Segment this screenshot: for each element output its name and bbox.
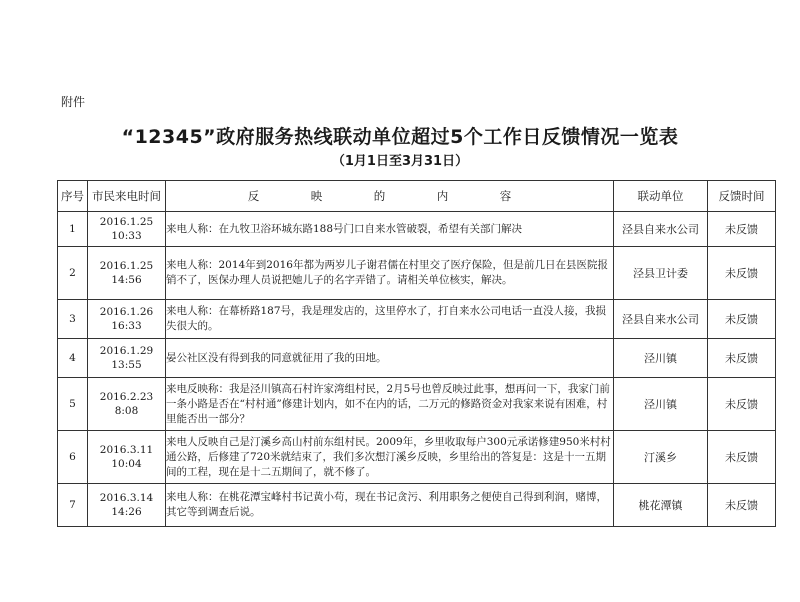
call-clock: 8:08	[114, 405, 139, 417]
call-clock: 10:33	[111, 230, 142, 242]
row-index: 5	[58, 378, 88, 431]
table-row	[58, 378, 776, 431]
complaint-content: 来电人反映自己是汀溪乡高山村前东组村民。2009年，乡里收取每户300元承诺修建950米村村通公路，后修建了720米就结束了，我们多次想汀溪乡反映，乡里给出的答复是：这是十一五期间的工程，现在是十二五期间了，就不修了。	[166, 431, 614, 484]
call-time	[88, 431, 166, 484]
responsible-unit: 泾县卫计委	[614, 247, 708, 300]
col-header-index: 序号	[58, 181, 88, 212]
document-title: “12345”政府服务热线联动单位超过5个工作日反馈情况一览表	[121, 126, 679, 148]
call-clock: 14:26	[111, 506, 142, 518]
table-header-row	[58, 181, 776, 212]
table-row	[58, 339, 776, 378]
call-time	[88, 300, 166, 339]
call-clock: 16:33	[111, 320, 142, 332]
row-index: 2	[58, 247, 88, 300]
table-row	[58, 484, 776, 527]
complaint-content: 来电人称：在幕桥路187号，我是理发店的，这里停水了，打自来水公司电话一直没人接，我损失很大的。	[166, 300, 614, 339]
call-time	[88, 247, 166, 300]
feedback-status: 未反馈	[708, 212, 776, 247]
call-date: 2016.1.25	[99, 260, 154, 272]
col-header-call-time: 市民来电时间	[88, 181, 166, 212]
col-header-unit: 联动单位	[614, 181, 708, 212]
call-time	[88, 212, 166, 247]
attachment-label: 附件	[61, 95, 86, 109]
responsible-unit: 桃花潭镇	[614, 484, 708, 527]
call-clock: 10:04	[111, 458, 142, 470]
table-row	[58, 300, 776, 339]
col-header-content: 反 映 的 内 容	[166, 181, 614, 212]
call-time	[88, 378, 166, 431]
col-header-feedback: 反馈时间	[708, 181, 776, 212]
feedback-status: 未反馈	[708, 247, 776, 300]
responsible-unit: 泾川镇	[614, 378, 708, 431]
row-index: 6	[58, 431, 88, 484]
call-time	[88, 484, 166, 527]
call-date: 2016.3.14	[99, 492, 154, 504]
complaint-content: 晏公社区没有得到我的同意就征用了我的田地。	[166, 339, 614, 378]
call-date: 2016.3.11	[99, 444, 154, 456]
date-range-subtitle: （1月1日至3月31日）	[331, 154, 469, 169]
complaint-content: 来电人称：在九牧卫浴环城东路188号门口自来水管破裂，希望有关部门解决	[166, 212, 614, 247]
row-index: 3	[58, 300, 88, 339]
feedback-status: 未反馈	[708, 431, 776, 484]
call-date: 2016.1.26	[99, 306, 154, 318]
feedback-table	[57, 180, 776, 527]
call-clock: 13:55	[111, 359, 142, 371]
call-clock: 14:56	[111, 274, 142, 286]
table-row	[58, 212, 776, 247]
table-row	[58, 247, 776, 300]
table-row	[58, 431, 776, 484]
feedback-status: 未反馈	[708, 300, 776, 339]
complaint-content: 来电人称：2014年到2016年都为两岁儿子谢君儒在村里交了医疗保险，但是前几日在县医院报销不了，医保办理人员说把她儿子的名字弄错了。请相关单位核实，解决。	[166, 247, 614, 300]
feedback-status: 未反馈	[708, 378, 776, 431]
feedback-status: 未反馈	[708, 484, 776, 527]
complaint-content: 来电人称：在桃花潭宝峰村书记黄小苟，现在书记贪污、利用职务之便使自己得到利润，赌博，其它等到调查后说。	[166, 484, 614, 527]
row-index: 1	[58, 212, 88, 247]
call-time	[88, 339, 166, 378]
feedback-status: 未反馈	[708, 339, 776, 378]
row-index: 7	[58, 484, 88, 527]
responsible-unit: 泾川镇	[614, 339, 708, 378]
responsible-unit: 泾县自来水公司	[614, 212, 708, 247]
complaint-content: 来电反映称：我是泾川镇高石村许家湾组村民，2月5号也曾反映过此事，想再问一下，我家门前一条小路是否在“村村通”修建计划内，如不在内的话，二万元的修路资金对我家来说有困难，村里能否出一部分？	[166, 378, 614, 431]
call-date: 2016.1.25	[99, 216, 154, 228]
call-date: 2016.2.23	[99, 391, 154, 403]
row-index: 4	[58, 339, 88, 378]
call-date: 2016.1.29	[99, 345, 154, 357]
responsible-unit: 汀溪乡	[614, 431, 708, 484]
responsible-unit: 泾县自来水公司	[614, 300, 708, 339]
